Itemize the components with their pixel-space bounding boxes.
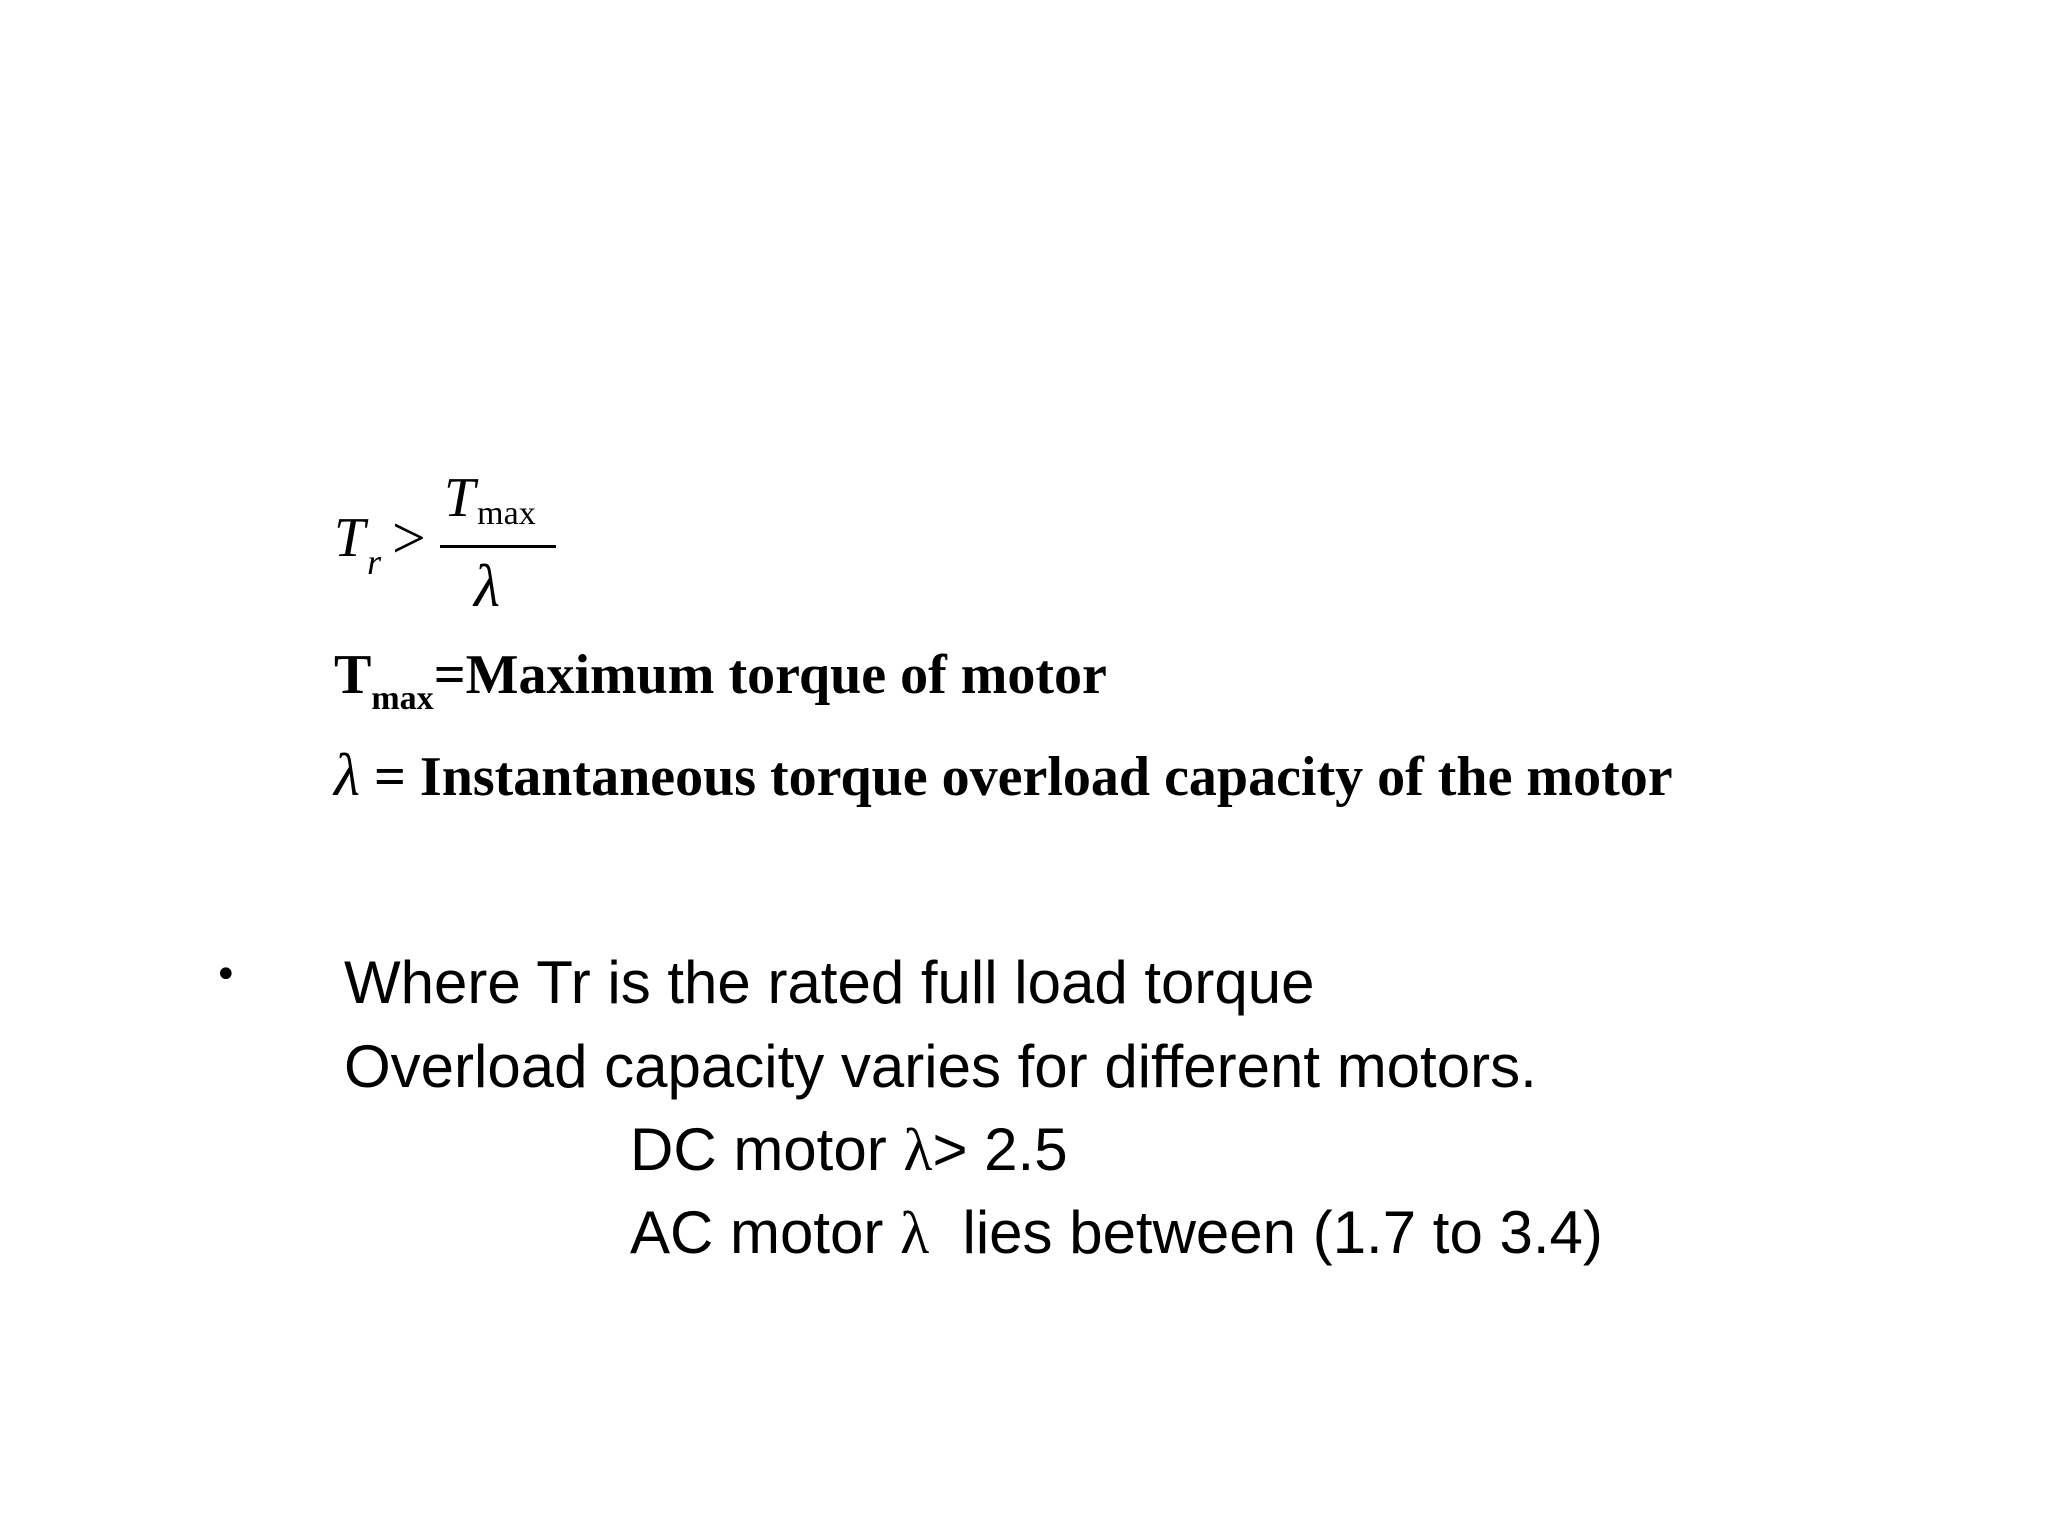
ac-motor-suffix: lies between (1.7 to 3.4): [929, 1199, 1603, 1266]
dc-motor-suffix: > 2.5: [932, 1116, 1068, 1183]
formula-lhs-subscript: r: [367, 542, 382, 582]
bullet-line-rated-torque: Where Tr is the rated full load torque: [344, 949, 1315, 1016]
formula-lhs: [334, 507, 382, 582]
dc-motor-lambda: λ: [903, 1117, 933, 1183]
bullet-line-dc-motor: [630, 1117, 1068, 1183]
definition-tmax-text: =Maximum torque of motor: [433, 644, 1107, 706]
bullet-line-overload-capacity: Overload capacity varies for different motors.: [344, 1033, 1537, 1100]
definition-tmax: [334, 644, 1107, 717]
fraction-bar: [440, 545, 556, 548]
bullet-line-ac-motor: [630, 1200, 1603, 1266]
formula-lhs-symbol: T: [334, 507, 366, 569]
formula-numerator: [444, 467, 536, 532]
definition-lambda-symbol: λ: [334, 742, 360, 808]
definition-lambda-text: = Instantaneous torque overload capacity of the motor: [360, 746, 1673, 808]
definition-tmax-subscript: max: [371, 680, 434, 717]
definition-tmax-symbol: T: [334, 644, 372, 706]
formula-numerator-symbol: T: [444, 467, 476, 529]
ac-motor-prefix: AC motor: [630, 1199, 901, 1266]
ac-motor-lambda: λ: [900, 1200, 930, 1266]
formula-relation: >: [392, 505, 426, 571]
formula-numerator-subscript: max: [477, 495, 536, 532]
formula-denominator: λ: [474, 553, 500, 619]
dc-motor-prefix: DC motor: [630, 1116, 904, 1183]
bullet-marker: •: [214, 952, 238, 998]
definition-lambda: [334, 742, 1673, 809]
torque-inequality-formula: [334, 467, 564, 630]
